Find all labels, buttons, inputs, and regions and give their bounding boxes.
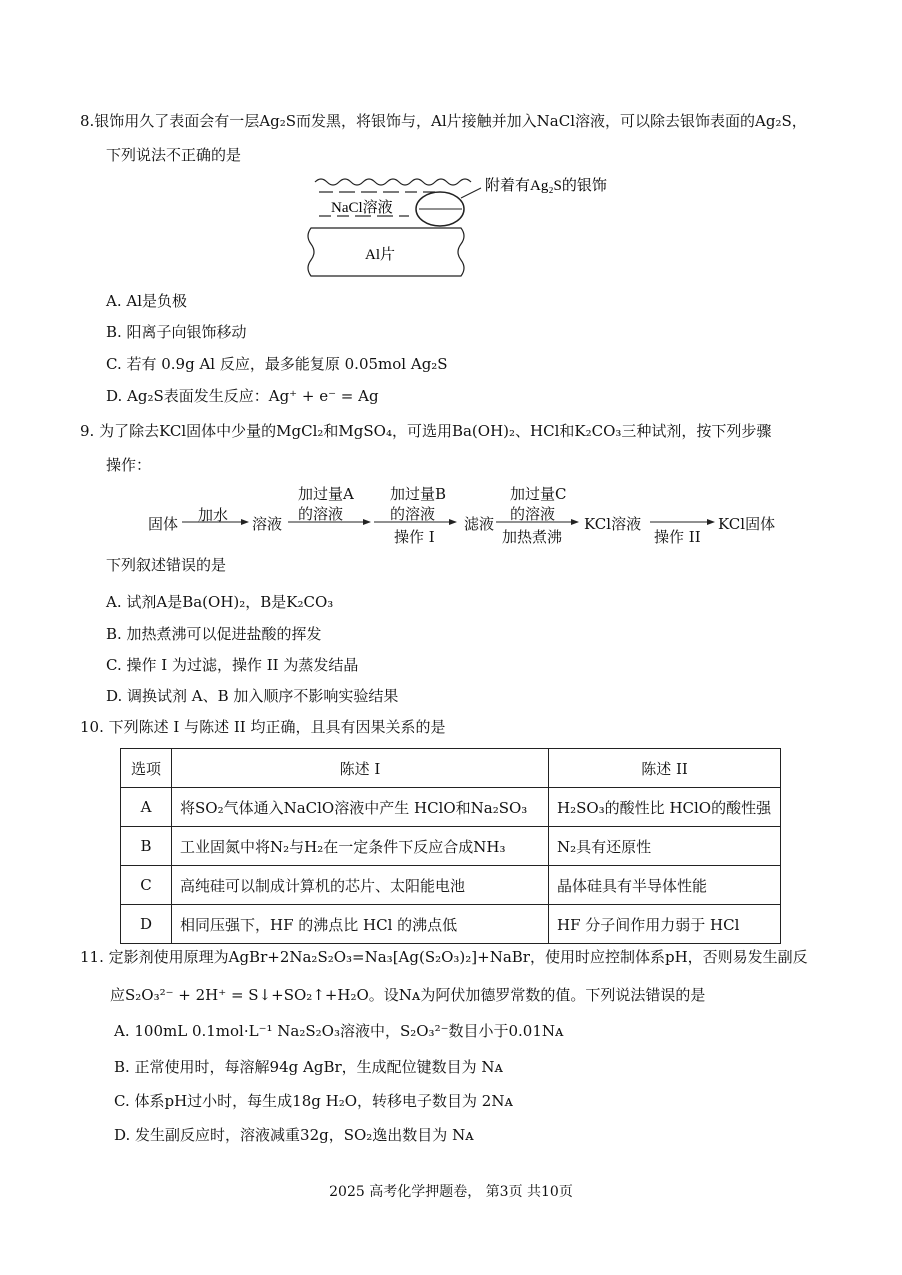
q9-flow-diagram [148, 482, 788, 552]
q10-stem: 10. 下列陈述 I 与陈述 II 均正确，且具有因果关系的是 [80, 718, 446, 736]
row-b-option: B [121, 827, 172, 866]
page-footer: 2025 高考化学押题卷， 第3页 共10页 [329, 1184, 573, 1200]
table-row [121, 827, 781, 866]
q8-stem-line-1: 8.银饰用久了表面会有一层Ag₂S而发黑，将银饰与，Al片接触并加入NaCl溶液，可以除去银饰表面的Ag₂S， [80, 112, 807, 130]
flow-add-a-1: 加过量A [298, 485, 354, 503]
row-a-statement-1: 将SO₂气体通入NaClO溶液中产生 HClO和Na₂SO₃ [172, 788, 549, 827]
flow-add-water: 加水 [198, 506, 229, 524]
q8-option-b: B. 阳离子向银饰移动 [106, 323, 247, 341]
row-d-statement-1: 相同压强下，HF 的沸点比 HCl 的沸点低 [172, 905, 549, 944]
header-statement-2: 陈述 II [549, 749, 781, 788]
q8-option-d: D. Ag₂S表面发生反应：Ag⁺ + e⁻ = Ag [106, 387, 379, 405]
silver-label: 附着有Ag₂S的银饰 [485, 178, 607, 194]
liquid-surface-wave [315, 179, 471, 185]
flow-add-b-1: 加过量B [390, 485, 447, 503]
silver-leader-line [461, 188, 481, 198]
row-c-statement-2: 晶体硅具有半导体性能 [549, 866, 781, 905]
q11-option-d: D. 发生副反应时，溶液减重32g，SO₂逸出数目为 Nᴀ [114, 1126, 474, 1144]
al-label: Al片 [365, 247, 396, 263]
row-d-statement-2: HF 分子间作用力弱于 HCl [549, 905, 781, 944]
table-row [121, 905, 781, 944]
q9-option-d: D. 调换试剂 A、B 加入顺序不影响实验结果 [106, 687, 399, 705]
table-row [121, 788, 781, 827]
row-c-statement-1: 高纯硅可以制成计算机的芯片、太阳能电池 [172, 866, 549, 905]
q11-option-b: B. 正常使用时，每溶解94g AgBr，生成配位键数目为 Nᴀ [114, 1058, 504, 1076]
q10-table [120, 748, 781, 944]
q9-option-a: A. 试剂A是Ba(OH)₂，B是K₂CO₃ [106, 593, 334, 611]
row-a-option: A [121, 788, 172, 827]
header-statement-1: 陈述 I [172, 749, 549, 788]
flow-op2: 操作 II [654, 528, 701, 546]
flow-solution: 溶液 [252, 515, 283, 533]
table-row [121, 866, 781, 905]
q9-option-c: C. 操作 I 为过滤，操作 II 为蒸发结晶 [106, 656, 359, 674]
flow-add-c-2: 的溶液 [510, 505, 556, 523]
q9-option-b: B. 加热煮沸可以促进盐酸的挥发 [106, 625, 322, 643]
flow-solid: 固体 [148, 515, 179, 533]
q8-electrochem-diagram [305, 172, 645, 280]
flow-kcl-solid: KCl固体 [718, 515, 776, 533]
q9-stem-line-2: 操作： [106, 456, 152, 474]
q9-stem-line-3: 下列叙述错误的是 [106, 556, 227, 574]
nacl-label: NaCl溶液 [331, 200, 393, 216]
flow-add-b-2: 的溶液 [390, 505, 436, 523]
flow-add-c-1: 加过量C [510, 485, 567, 503]
flow-add-a-2: 的溶液 [298, 505, 344, 523]
q8-diagram-svg [305, 172, 645, 280]
row-b-statement-1: 工业固氮中将N₂与H₂在一定条件下反应合成NH₃ [172, 827, 549, 866]
row-c-option: C [121, 866, 172, 905]
q11-stem-line-1: 11. 定影剂使用原理为AgBr+2Na₂S₂O₃=Na₃[Ag(S₂O₃)₂]+NaBr，使用时应控制体系pH，否则易发生副反 [80, 948, 808, 966]
header-option: 选项 [121, 749, 172, 788]
table-header-row [121, 749, 781, 788]
flow-boil: 加热煮沸 [502, 528, 563, 546]
q9-stem-line-1: 9. 为了除去KCl固体中少量的MgCl₂和MgSO₄，可选用Ba(OH)₂、HCl和K₂CO₃三种试剂，按下列步骤 [80, 422, 772, 440]
q8-option-c: C. 若有 0.9g Al 反应，最多能复原 0.05mol Ag₂S [106, 355, 448, 373]
row-a-statement-2: H₂SO₃的酸性比 HClO的酸性强 [549, 788, 781, 827]
q11-option-a: A. 100mL 0.1mol·L⁻¹ Na₂S₂O₃溶液中，S₂O₃²⁻数目小于0.01Nᴀ [114, 1022, 564, 1040]
flow-filtrate: 滤液 [464, 515, 495, 533]
q11-stem-line-2: 应S₂O₃²⁻ + 2H⁺ = S↓+SO₂↑+H₂O。设Nᴀ为阿伏加德罗常数的值。下列说法错误的是 [110, 986, 706, 1004]
q8-option-a: A. Al是负极 [106, 292, 187, 310]
q8-stem-line-2: 下列说法不正确的是 [106, 146, 242, 164]
row-d-option: D [121, 905, 172, 944]
row-b-statement-2: N₂具有还原性 [549, 827, 781, 866]
q11-option-c: C. 体系pH过小时，每生成18g H₂O，转移电子数目为 2Nᴀ [114, 1092, 513, 1110]
flow-kcl-solution: KCl溶液 [584, 515, 642, 533]
flow-op1: 操作 I [394, 528, 435, 546]
